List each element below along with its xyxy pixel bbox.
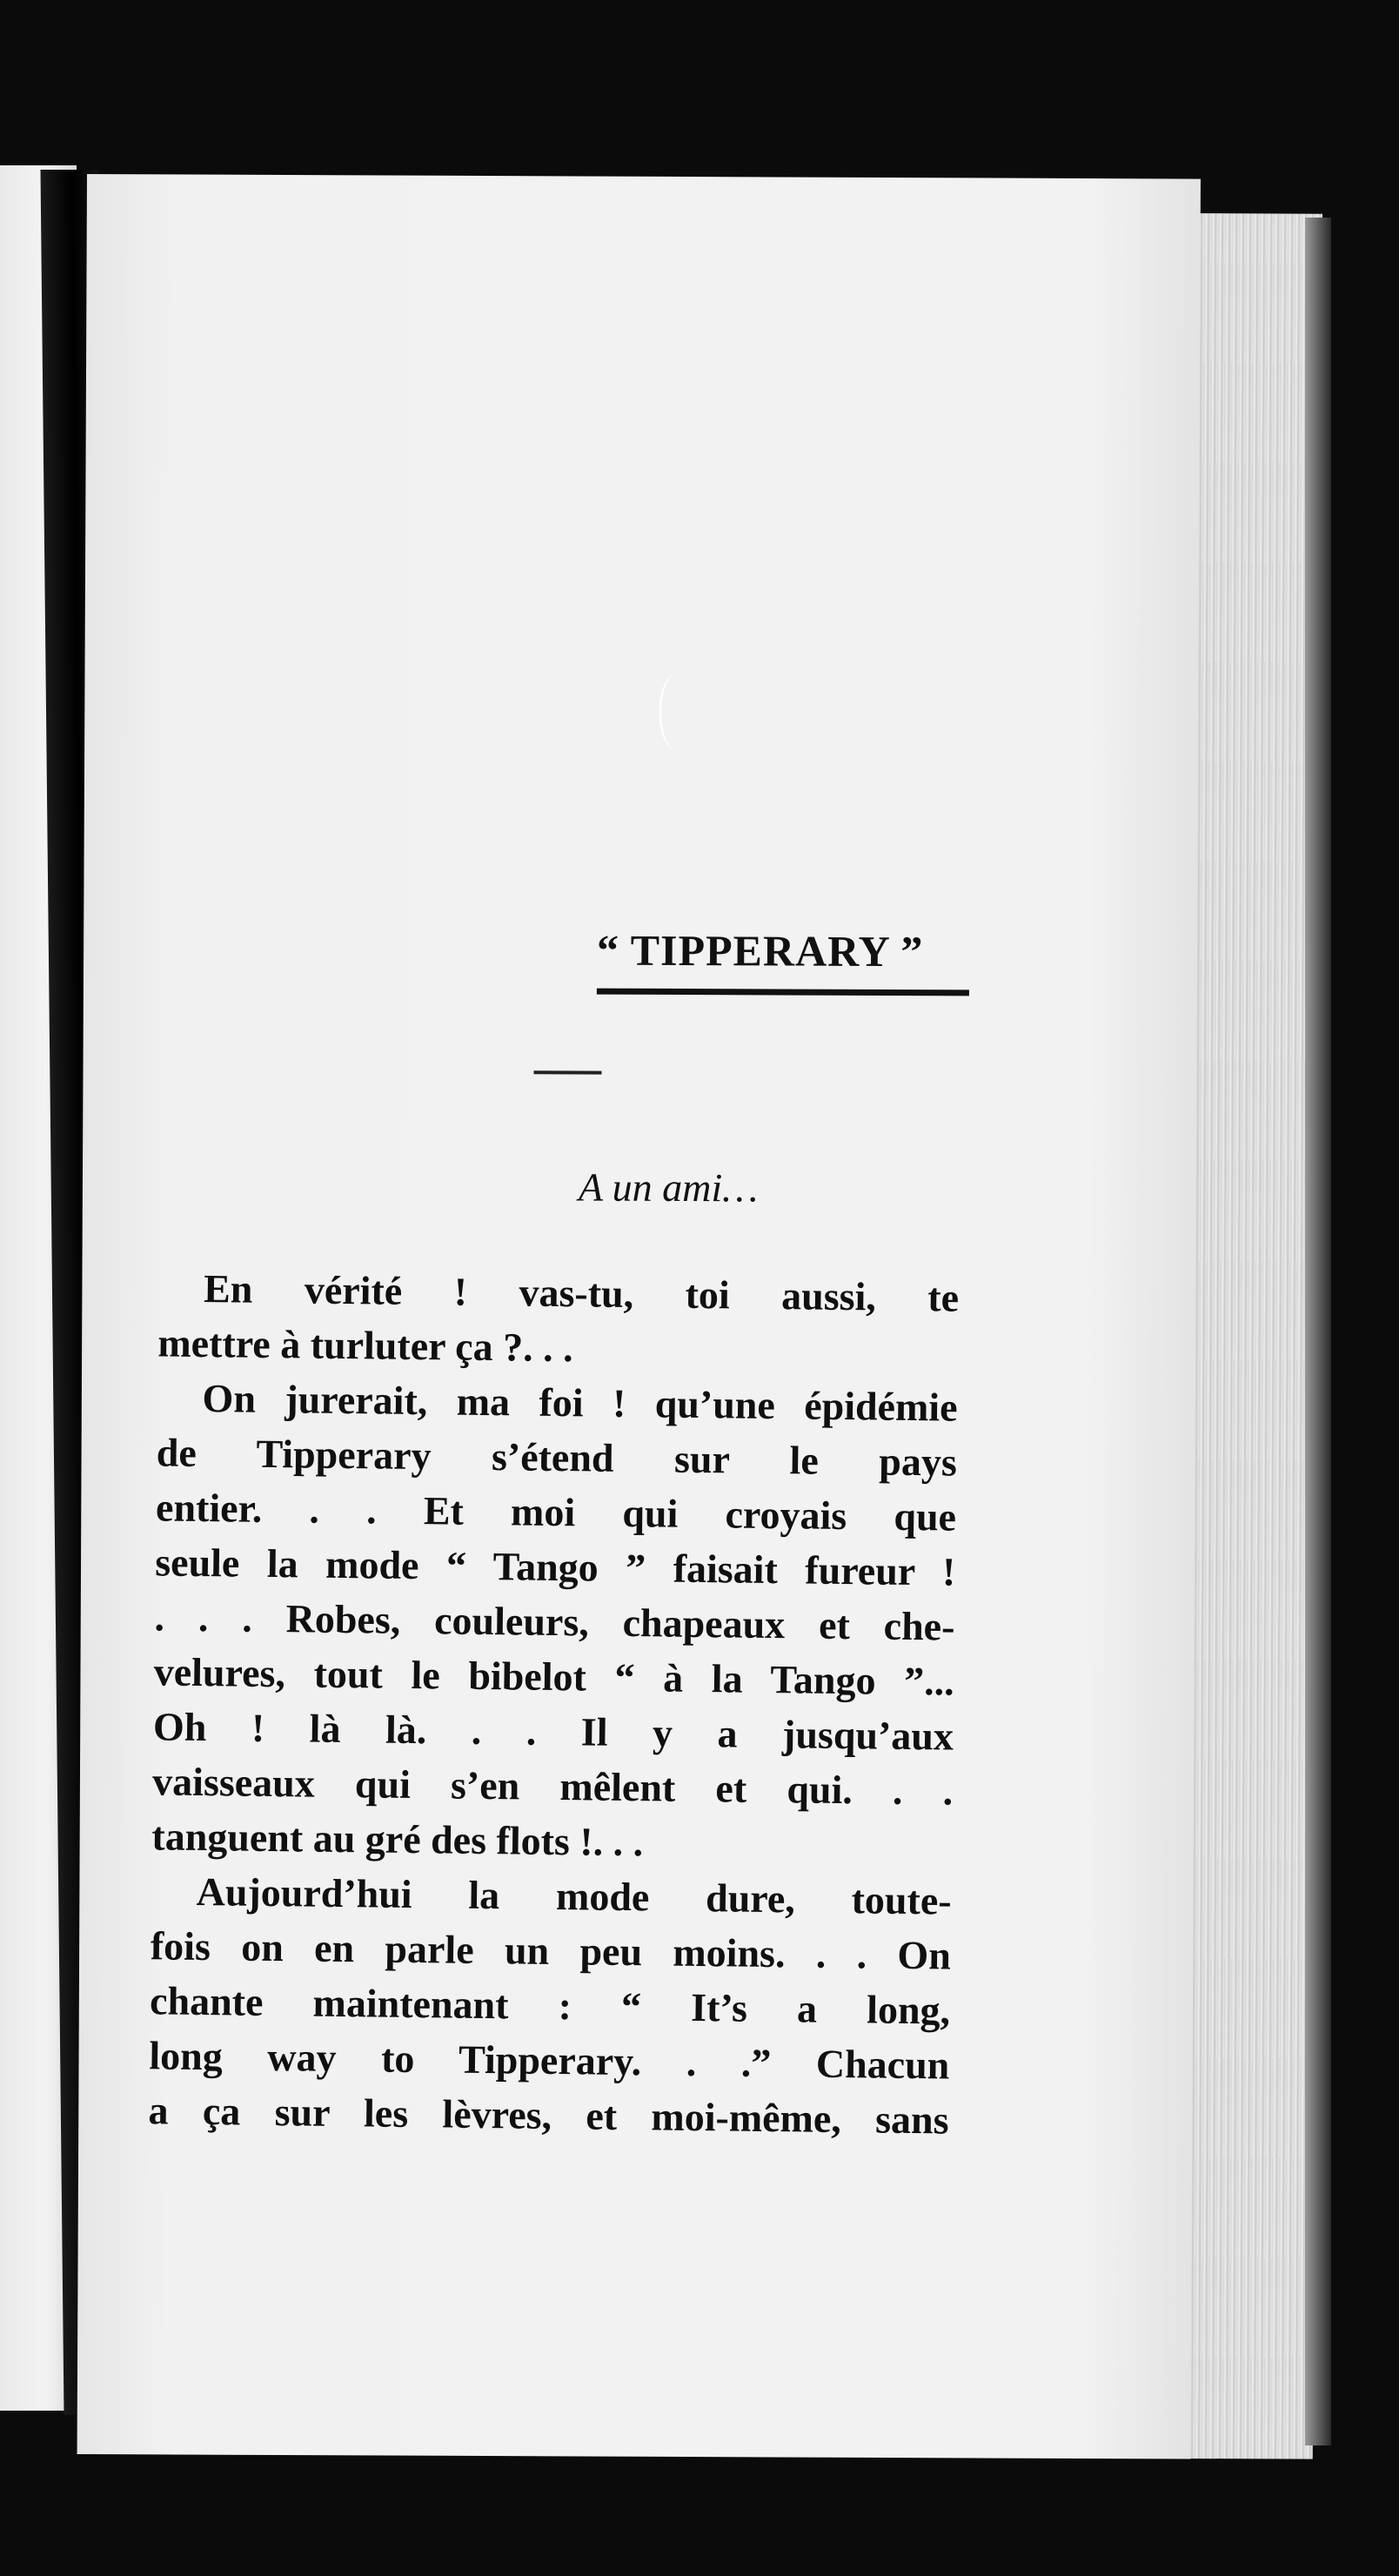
text-line: seule la mode “ Tango ” faisait fureur !	[155, 1540, 956, 1594]
scan-artifact	[659, 673, 696, 751]
chapter-title: “ TIPPERARY ”	[596, 925, 924, 976]
dedication: A un ami…	[578, 1164, 759, 1211]
text-line: vaisseaux qui s’en mêlent et qui. . .	[151, 1759, 954, 1814]
body-text	[148, 1260, 959, 2147]
text-line: . . . Robes, couleurs, chapeaux et che-	[154, 1594, 955, 1649]
text-line: On jurerait, ma foi ! qu’une épidémie	[202, 1375, 958, 1430]
text-line: Aujourd’hui la mode dure, toute-	[196, 1868, 952, 1923]
page-stack-shadow	[1305, 218, 1331, 2445]
separator-dash	[533, 1070, 601, 1074]
book-page	[77, 174, 1201, 2459]
text-line: de Tipperary s’étend sur le pays	[156, 1430, 958, 1485]
text-line: tanguent au gré des flots !. . .	[151, 1814, 644, 1865]
text-line: En vérité ! vas-tu, toi aussi, te	[203, 1266, 960, 1320]
text-line: fois on en parle un peu moins. . . On	[150, 1923, 952, 1978]
text-line: a ça sur les lèvres, et moi-même, sans	[148, 2088, 949, 2143]
text-line: entier. . . Et moi qui croyais que	[155, 1485, 957, 1540]
text-line: velures, tout le bibelot “ à la Tango ”...	[153, 1649, 955, 1704]
text-line: mettre à turluter ça ?. . .	[157, 1320, 573, 1371]
text-line: long way to Tipperary. . .” Chacun	[149, 2033, 950, 2088]
title-underline	[597, 989, 969, 996]
text-line: chante maintenant : “ It’s a long,	[149, 1978, 951, 2033]
text-line: Oh ! là là. . . Il y a jusqu’aux	[152, 1704, 954, 1759]
